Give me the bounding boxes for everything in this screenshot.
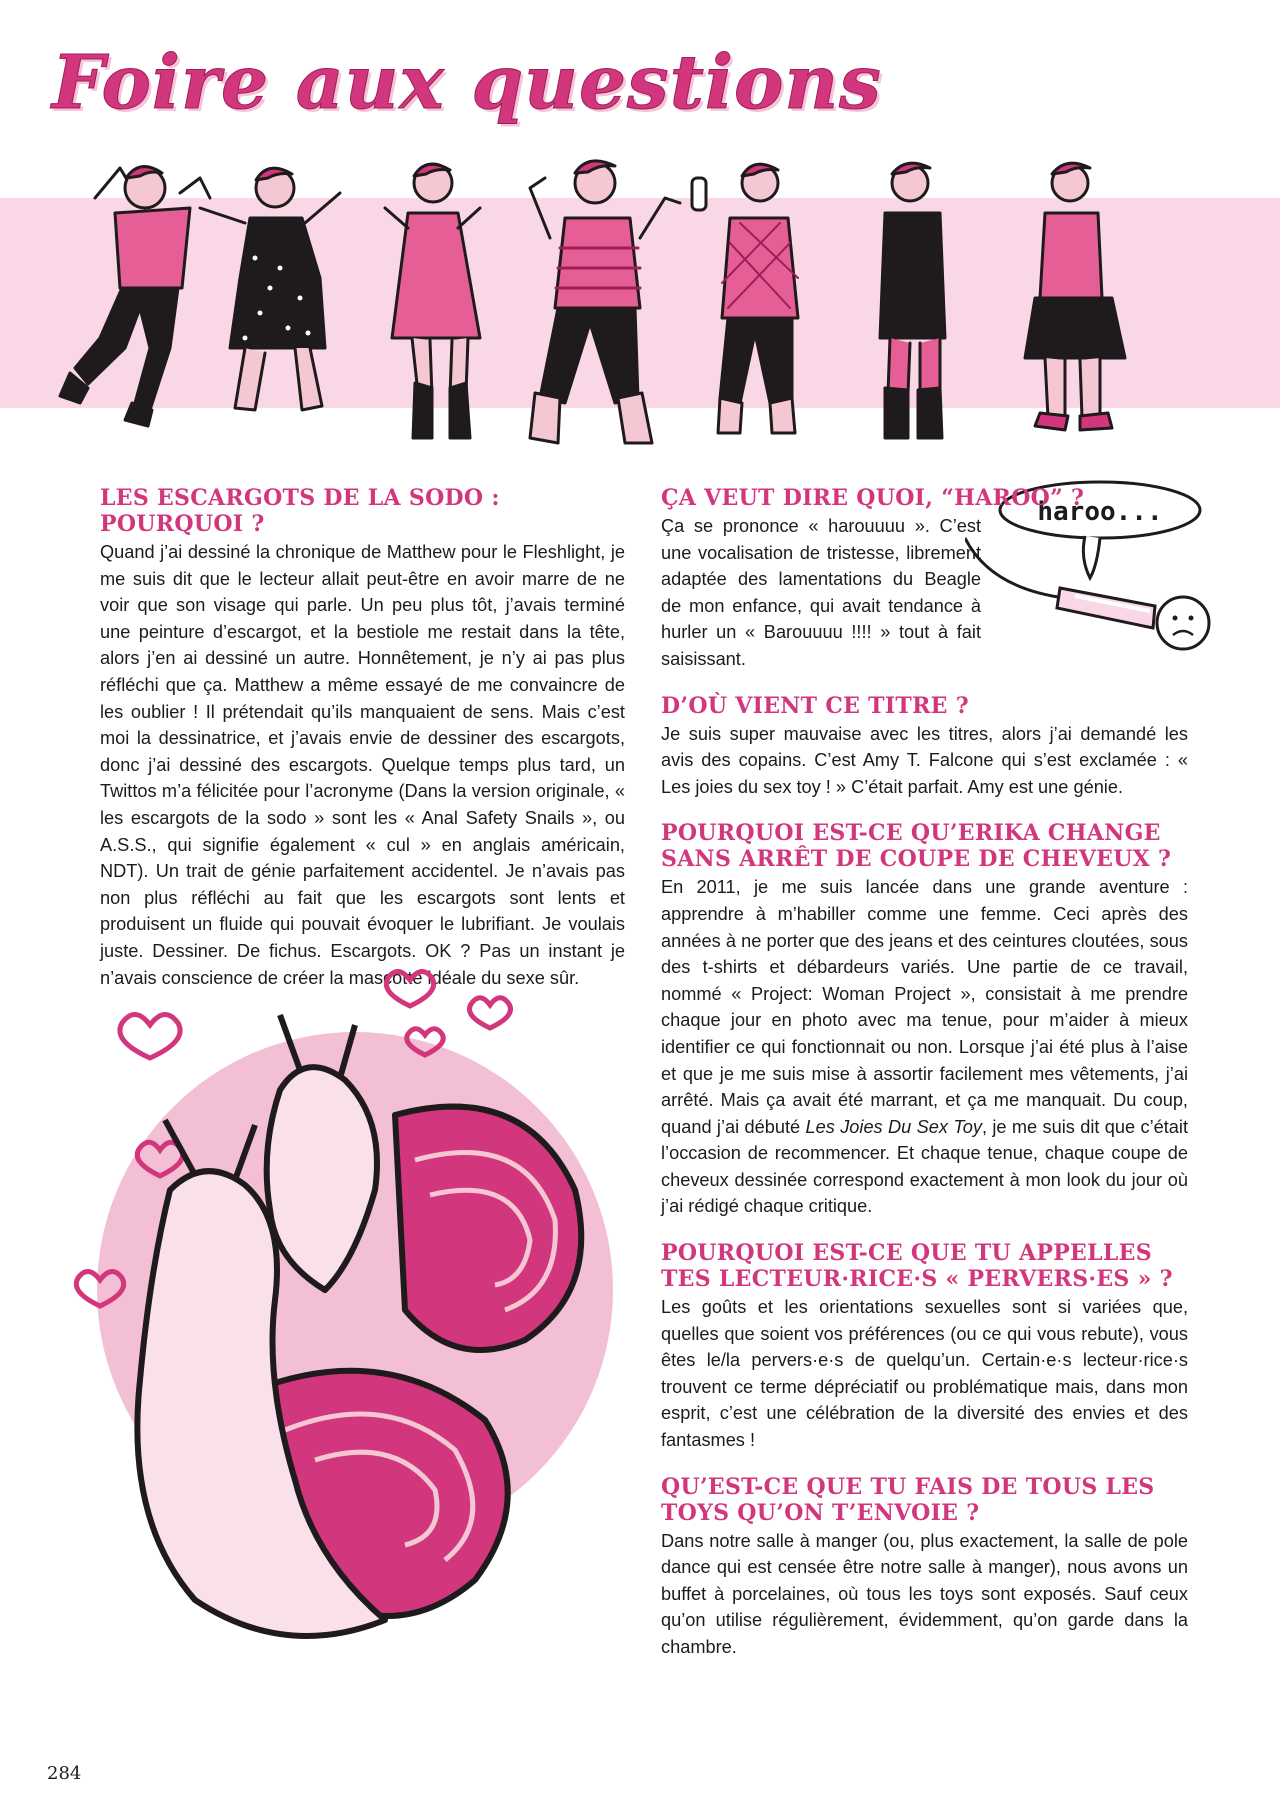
character-figure-2 bbox=[200, 168, 340, 410]
answer-text: , je me suis dit que c’était l’occasion de recommencer. Et chaque tenue, chaque coupe de cheveux dessinée correspond exactement à mon look du jour où j’ai rédigé chaque critique. bbox=[661, 1116, 1188, 1217]
faq-question: ÇA VEUT DIRE QUOI, “HAROO” ? bbox=[661, 485, 1085, 511]
faq-item-pervers bbox=[661, 1240, 1188, 1454]
faq-answer: Ça se prononce « harouuuu ». C’est une vocalisation de tristesse, librement adaptée des lamentations du Beagle de mon enfance, qui avait tendance à hurler un « Barouuuu !!!! » tout à fait saisissant. bbox=[661, 516, 981, 669]
faq-question: LES ESCARGOTS DE LA SODO : POURQUOI ? bbox=[100, 485, 500, 537]
faq-question: D’OÙ VIENT CE TITRE ? bbox=[661, 692, 969, 719]
character-figure-5 bbox=[692, 164, 798, 433]
faq-item-haroo bbox=[661, 485, 1188, 673]
faq-answer: Je suis super mauvaise avec les titres, alors j’ai demandé les avis des copains. C’est Amy T. Falcone qui s’est exclamée : « Les joies du sex toy ! » C’était parfait. Amy est une génie. bbox=[661, 723, 1188, 797]
heart-icon bbox=[386, 971, 433, 1006]
faq-question: QU’EST-CE QUE TU FAIS DE TOUS LES TOYS QU’ON T’ENVOIE ? bbox=[661, 1473, 1155, 1526]
heart-icon bbox=[470, 998, 511, 1028]
character-figure-1 bbox=[60, 167, 210, 426]
character-figure-6 bbox=[880, 163, 945, 438]
faq-answer: Quand j’ai dessiné la chronique de Matthew pour le Fleshlight, je me suis dit que le lecteur allait peut-être en avoir marre de ne voir que son visage qui parle. Un peu plus tôt, j’avais terminé une peinture d’escargot, et la bestiole me restait dans la tête, alors j’en ai dessiné un autre. Honnêtement, je n’y ai pas plus réfléchi que ça. Matthew a même essayé de me convaincre de les oublier ! Il prétendait qu’ils manquaient de sens. Mais c’est moi la dessinatrice, et j’avais envie de dessiner des escargots, donc j’ai dessiné des escargots. Quelque temps plus tard, un Twittos m’a félicitée pour l’acronyme (Dans la version originale, « les escargots de la sodo » sont les « Anal Safety Snails », ou A.S.S., qui signifie également « cul » en anglais américain, NDT). Un trait de génie parfaitement accidentel. Je n’avais pas non plus réfléchi au fait que les escargots sont lents et produisent un fluide qui pouvait évoquer le lubrifiant. Je voulais juste. Dessiner. De fichus. Escargots. OK ? Pas un instant je n’avais conscience de créer la mascotte idéale du sexe sûr. bbox=[100, 542, 625, 988]
heart-icon bbox=[120, 1014, 180, 1058]
speech-bubble-text: haroo... bbox=[1037, 497, 1163, 527]
faq-question: POURQUOI EST-CE QUE TU APPELLES TES LECTEUR·RICE·S « PERVERS·ES » ? bbox=[661, 1240, 1173, 1293]
faq-answer: Les goûts et les orientations sexuelles sont si variées que, quelles que soient vos préférences (ou ce qui vous rebute), vous êtes le/la pervers·e·s de quelqu’un. Certain·e·s lecteur·rice·s trouvent ce terme dépréciatif ou problématique mais, dans mon esprit, c’est une célébration de la diversité des envies et des fantasmes ! bbox=[661, 1297, 1188, 1451]
faq-item-haircut bbox=[661, 820, 1188, 1220]
page-number: 284 bbox=[47, 1763, 82, 1784]
character-figure-7 bbox=[1025, 163, 1125, 430]
book-title: Les Joies Du Sex Toy bbox=[805, 1116, 982, 1137]
faq-left-column bbox=[100, 485, 625, 1011]
faq-answer bbox=[661, 874, 1188, 1220]
kissing-snails-illustration bbox=[55, 960, 620, 1690]
faq-right-column bbox=[661, 485, 1188, 1681]
faq-item-toys bbox=[661, 1474, 1188, 1661]
character-figure-3 bbox=[385, 164, 480, 438]
faq-answer: Dans notre salle à manger (ou, plus exactement, la salle de pole dance qui est censée être notre salle à manger), nous avons un buffet à porcelaines, où tous les toys sont exposés. Sauf ceux qu’on utilise régulièrement, évidemment, qu’on garde dans la chambre. bbox=[661, 1530, 1188, 1657]
character-figure-4 bbox=[530, 161, 680, 443]
answer-text: En 2011, je me suis lancée dans une grande aventure : apprendre à m’habiller comme une femme. Ceci après des années à ne porter que des jeans et des ceintures cloutées, sous des t-shirts et débardeurs variés. Une partie de ce travail, nommé « Project: Woman Project », consistait à me prendre chaque jour en photo avec ma tenue, pour m’aider à mieux identifier ce qui fonctionnait ou non. Lorsque j’ai été plus à l’aise et que je me suis mise à assortir facilement mes vêtements, j’ai arrêté. Mais ça avait été marrant, et ça me manquait. Du coup, quand j’ai débuté bbox=[661, 877, 1188, 1137]
faq-item-title bbox=[661, 693, 1188, 801]
page-title: Foire aux questions bbox=[52, 40, 882, 126]
character-lineup-illustration bbox=[40, 148, 1240, 453]
faq-item-snails bbox=[100, 485, 625, 991]
faq-question: POURQUOI EST-CE QU’ERIKA CHANGE SANS ARRÊT DE COUPE DE CHEVEUX ? bbox=[661, 820, 1172, 873]
